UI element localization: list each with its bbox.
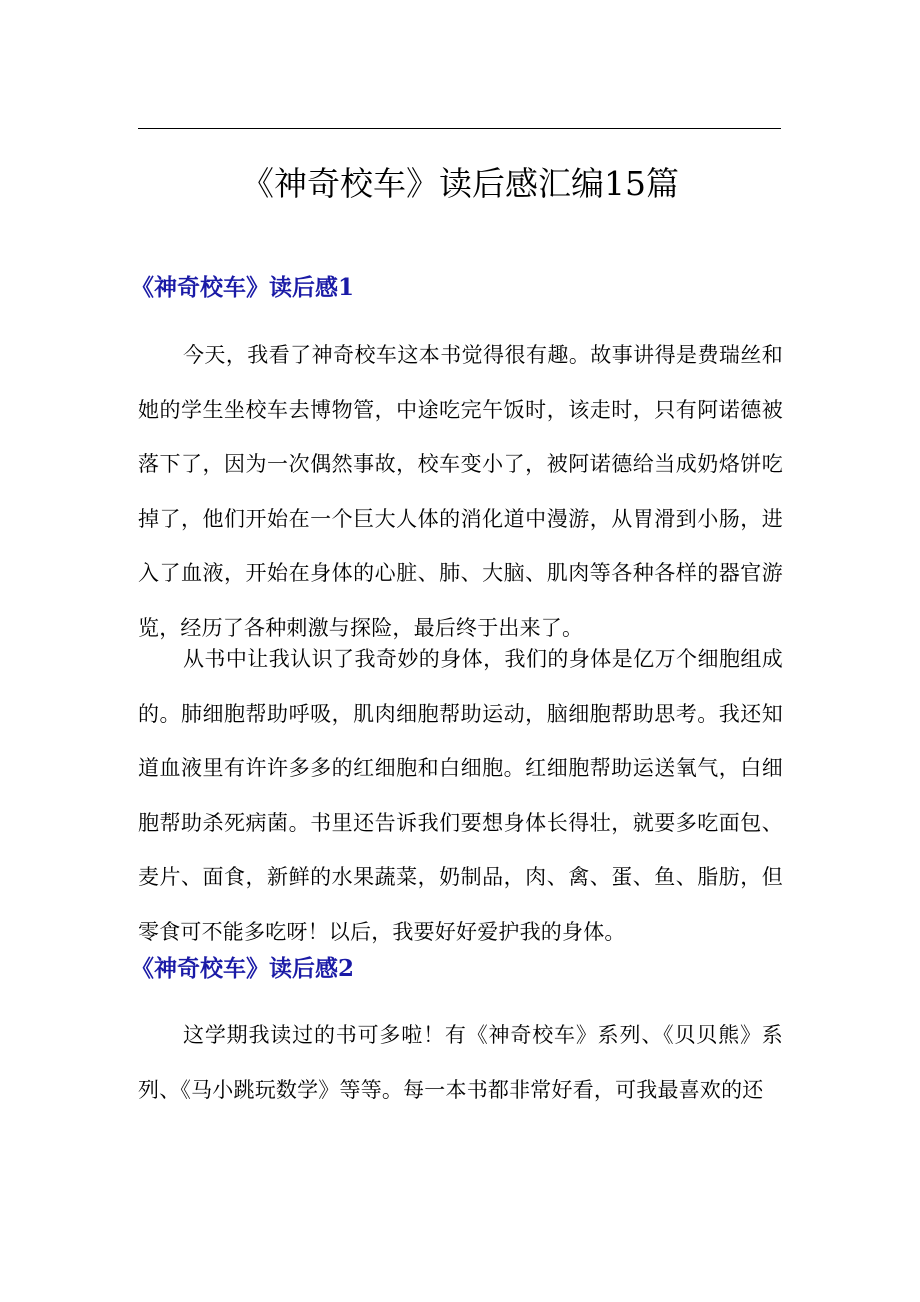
paragraph-2-1: 这学期我读过的书可多啦！有《神奇校车》系列、《贝贝熊》系列、《马小跳玩数学》等等。每一本书都非常好看，可我最喜欢的还	[138, 1023, 783, 1102]
header-rule	[138, 128, 781, 129]
document-title: 《神奇校车》读后感汇编15篇	[241, 164, 679, 203]
paragraph-1-2: 从书中让我认识了我奇妙的身体，我们的身体是亿万个细胞组成的。肺细胞帮助呼吸，肌肉细胞帮助运动，脑细胞帮助思考。我还知道血液里有许许多多的红细胞和白细胞。红细胞帮助运送氧气，白细胞帮助杀死病菌。书里还告诉我们要想身体长得壮，就要多吃面包、麦片、面食，新鲜的水果蔬菜，奶制品，肉、禽、蛋、鱼、脂肪，但零食可不能多吃呀！以后，我要好好爱护我的身体。	[138, 647, 783, 944]
paragraph-1-1: 今天，我看了神奇校车这本书觉得很有趣。故事讲得是费瑞丝和她的学生坐校车去博物管，中途吃完午饭时，该走时，只有阿诺德被落下了，因为一次偶然事故，校车变小了，被阿诺德给当成奶烙饼吃掉了，他们开始在一个巨大人体的消化道中漫游，从胃滑到小肠，进入了血液，开始在身体的心脏、肺、大脑、肌肉等各种各样的器官游览，经历了各种刺激与探险，最后终于出来了。	[138, 343, 783, 640]
section-heading-1: 《神奇校车》读后感1	[131, 274, 355, 301]
section-heading-2: 《神奇校车》读后感2	[131, 955, 355, 982]
